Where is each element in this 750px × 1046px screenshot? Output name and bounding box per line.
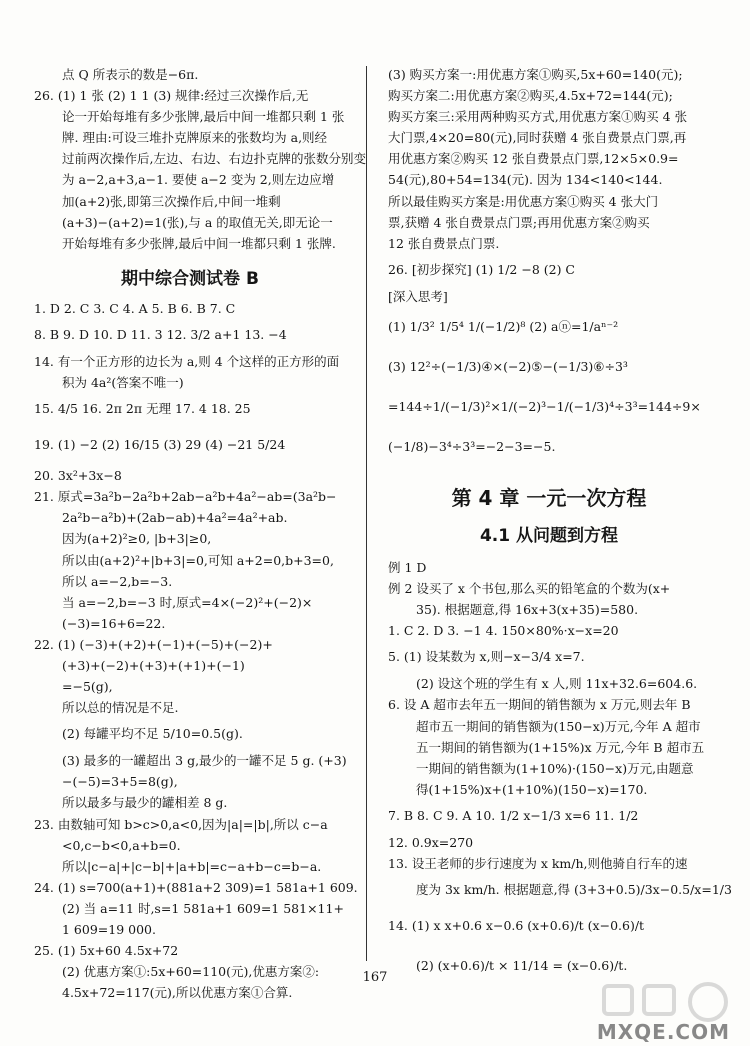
text-line: 当 a=−2,b=−3 时,原式=4×(−2)²+(−2)× (62, 594, 313, 610)
text-line: 票,获赠 4 张自费景点门票;再用优惠方案②购买 (388, 214, 650, 230)
text-line: 1. D 2. C 3. C 4. A 5. B 6. B 7. C (34, 300, 236, 316)
text-line: 25. (1) 5x+60 4.5x+72 (34, 943, 179, 959)
text-line: 26. (1) 1 张 (2) 1 1 (3) 规律:经过三次操作后,无 (34, 88, 309, 104)
text-line: 5. (1) 设某数为 x,则−x−3/4 x=7. (388, 649, 585, 665)
text-line: 24. (1) s=700(a+1)+(881a+2 309)=1 581a+1 609. (34, 879, 358, 895)
text-line: (−1/8)−3⁴÷3³=−2−3=−5. (388, 438, 556, 454)
text-line: 12 张自费景点门票. (388, 235, 500, 251)
text-line: 12. 0.9x=270 (388, 834, 474, 850)
text-line: 牌. 理由:可设三堆扑克牌原来的张数均为 a,则经 (62, 130, 328, 146)
text-line: (−3)=16+6=22. (62, 615, 166, 631)
text-line: 为 a−2,a+3,a−1. 要使 a−2 变为 2,则左边应增 (62, 172, 335, 188)
text-line: 19. (1) −2 (2) 16/15 (3) 29 (4) −21 5/24 (34, 437, 286, 453)
watermark-text: MXQE.COM (596, 1020, 730, 1044)
text-line: 2a²b−a²b)+(2ab−ab)+4a²=4a²+ab. (62, 510, 288, 526)
text-line: (2) 每罐平均不足 5/10=0.5(g). (62, 726, 243, 742)
text-line: (a+3)−(a+2)=1(张),与 a 的取值无关,即无论一 (62, 214, 333, 230)
text-line: 得(1+15%)x+(1+10%)(150−x)=170. (416, 781, 648, 797)
text-line: 23. 由数轴可知 b>c>0,a<0,因为|a|=|b|,所以 c−a (34, 816, 328, 832)
text-line: (3) 最多的一罐超出 3 g,最少的一罐不足 5 g. (+3) (62, 753, 347, 769)
text-line: 论一开始每堆有多少张牌,最后中间一堆都只剩 1 张 (62, 109, 345, 125)
text-line: 度为 3x km/h. 根据题意,得 (3+3+0.5)/3x−0.5/x=1/3 (416, 882, 732, 898)
text-line: 大门票,4×20=80(元),同时获赠 4 张自费景点门票,再 (388, 130, 687, 146)
text-line: (2) 设这个班的学生有 x 人,则 11x+32.6=604.6. (416, 676, 698, 692)
text-line: (3) 购买方案一:用优惠方案①购买,5x+60=140(元); (388, 67, 683, 82)
text-line: 26. [初步探究] (1) 1/2 −8 (2) C (388, 261, 575, 277)
text-line: 加(a+2)张,即第三次操作后,中间一堆剩 (62, 193, 281, 209)
text-line: 五一期间的销售额为(1+15%)x 万元,今年 B 超市五 (416, 739, 705, 755)
text-line: (2) 优惠方案①:5x+60=110(元),优惠方案②: (62, 964, 320, 980)
text-line: 过前两次操作后,左边、右边、右边扑克牌的张数分别变 (62, 151, 366, 167)
text-line: 6. 设 A 超市去年五一期间的销售额为 x 万元,则去年 B (388, 697, 691, 713)
left-column (34, 64, 366, 1003)
text-line: 例 2 设买了 x 个书包,那么买的铅笔盒的个数为(x+ (388, 581, 671, 597)
page-number: 167 (362, 970, 388, 985)
text-line: 54(元),80+54=134(元). 因为 134<140<144. (388, 172, 663, 188)
text-line: (+3)+(−2)+(+3)+(+1)+(−1) (62, 657, 245, 673)
text-line: (3) 12²÷(−1/3)④×(−2)⑤−(−1/3)⑥÷3³ (388, 358, 628, 374)
text-line: =−5(g), (62, 679, 113, 695)
text-line: (2) 当 a=11 时,s=1 581a+1 609=1 581×11+ (62, 900, 344, 916)
text-line: 因为(a+2)²≥0, |b+3|≥0, (62, 531, 212, 547)
text-line: 所以总的情况是不足. (62, 700, 179, 716)
text-line: 点 Q 所表示的数是−6π. (62, 67, 199, 82)
text-line: 所以 a=−2,b=−3. (62, 573, 173, 589)
text-line: 积为 4a²(答案不唯一) (62, 375, 184, 391)
text-line: =144÷1/(−1/3)²×1/(−2)³−1/(−1/3)⁴÷3³=144÷9× (388, 398, 701, 414)
text-line: 所以最佳购买方案是:用优惠方案①购买 4 张大门 (388, 193, 659, 209)
right-column (388, 64, 732, 986)
section-heading: 4.1 从问题到方程 (479, 525, 619, 546)
text-line: 一期间的销售额为(1+10%)·(150−x)万元,由题意 (416, 760, 694, 776)
text-line: −(−5)=3+5=8(g), (62, 774, 178, 790)
text-line: 7. B 8. C 9. A 10. 1/2 x−1/3 x=6 11. 1/2 (388, 807, 639, 823)
text-line: 13. 设王老师的步行速度为 x km/h,则他骑自行车的速 (388, 855, 688, 871)
text-line: 开始每堆有多少张牌,最后中间一堆都只剩 1 张牌. (62, 235, 336, 251)
section-heading: 期中综合测试卷 B (121, 268, 259, 289)
text-line: 14. (1) x x+0.6 x−0.6 (x+0.6)/t (x−0.6)/t (388, 918, 645, 934)
text-line: 购买方案二:用优惠方案②购买,4.5x+72=144(元); (388, 88, 673, 104)
text-line: 所以|c−a|+|c−b|+|a+b|=c−a+b−c=b−a. (62, 858, 322, 874)
text-line: 1. C 2. D 3. −1 4. 150×80%·x−x=20 (388, 623, 619, 639)
text-line: 所以最多与最少的罐相差 8 g. (62, 795, 228, 811)
column-divider (366, 66, 367, 961)
text-line: 超市五一期间的销售额为(150−x)万元,今年 A 超市 (416, 718, 701, 734)
text-line: 所以由(a+2)²+|b+3|=0,可知 a+2=0,b+3=0, (62, 552, 334, 568)
text-line: [深入思考] (388, 288, 448, 304)
text-line: 购买方案三:采用两种购买方式,用优惠方案①购买 4 张 (388, 109, 688, 125)
text-line: 1 609=19 000. (62, 922, 156, 937)
text-line: 8. B 9. D 10. D 11. 3 12. 3/2 a+1 13. −4 (34, 326, 287, 342)
text-line: 4.5x+72=117(元),所以优惠方案①合算. (62, 985, 293, 1001)
text-line: 14. 有一个正方形的边长为 a,则 4 个这样的正方形的面 (34, 353, 340, 369)
text-line: 21. 原式=3a²b−2a²b+2ab−a²b+4a²−ab=(3a²b− (34, 489, 337, 505)
text-line: (1) 1/3² 1/5⁴ 1/(−1/2)⁸ (2) aⓝ=1/aⁿ⁻² (388, 318, 619, 334)
text-line: 用优惠方案②购买 12 张自费景点门票,12×5×0.9= (388, 151, 679, 167)
text-line: (2) (x+0.6)/t × 11/14 = (x−0.6)/t. (416, 958, 628, 974)
text-line: 例 1 D (388, 559, 427, 575)
text-line: 20. 3x²+3x−8 (34, 468, 122, 484)
text-line: 22. (1) (−3)+(+2)+(−1)+(−5)+(−2)+ (34, 636, 273, 652)
text-line: <0,c−b<0,a+b=0. (62, 837, 181, 853)
text-line: 15. 4/5 16. 2π 2π 无理 17. 4 18. 25 (34, 401, 251, 417)
text-line: 35). 根据题意,得 16x+3(x+35)=580. (416, 602, 639, 618)
section-heading: 第 4 章 一元一次方程 (451, 485, 647, 510)
